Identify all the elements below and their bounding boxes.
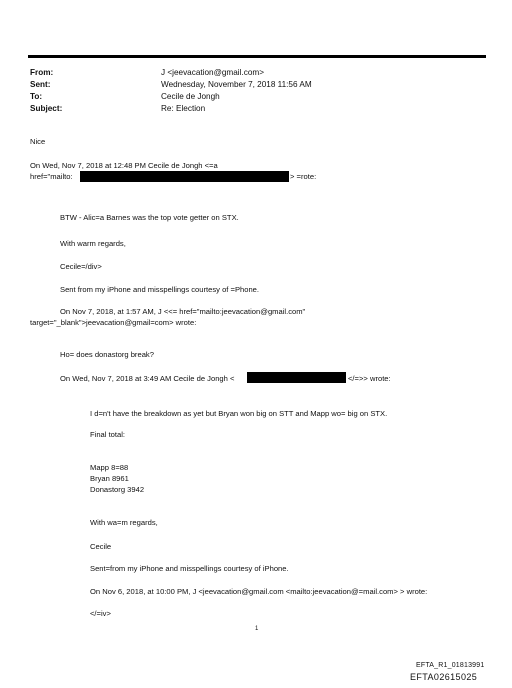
redaction-bar	[80, 171, 289, 182]
body-line: Donastorg 3942	[90, 485, 145, 494]
body-line: </=>> wrote:	[348, 374, 391, 383]
body-line: On Wed, Nov 7, 2018 at 3:49 AM Cecile de Jongh <	[60, 374, 235, 383]
from-value: J <jeevacation@gmail.com>	[161, 68, 264, 77]
body-line: On Wed, Nov 7, 2018 at 12:48 PM Cecile de Jongh <=a	[30, 161, 218, 170]
to-label: To:	[30, 92, 43, 101]
subject-value: Re: Election	[161, 104, 206, 113]
from-label: From:	[30, 68, 54, 77]
body-line: I d=n't have the breakdown as yet but Bryan won big on STT and Mapp wo= big on STX.	[90, 409, 388, 418]
to-value: Cecile de Jongh	[161, 92, 220, 101]
body-line: Sent=from my iPhone and misspellings courtesy of iPhone.	[90, 564, 289, 573]
body-line: Cecile	[90, 542, 112, 551]
sent-value: Wednesday, November 7, 2018 11:56 AM	[161, 80, 312, 89]
subject-label: Subject:	[30, 104, 63, 113]
body-line: Nice	[30, 137, 46, 146]
body-line: On Nov 6, 2018, at 10:00 PM, J <jeevacation@gmail.com <mailto:jeevacation@=mail.com> > wrote:	[90, 587, 428, 596]
body-line: </=iv>	[90, 609, 111, 618]
body-line: Mapp 8=88	[90, 463, 129, 472]
body-line: With warm regards,	[60, 239, 126, 248]
body-line: target="_blank">jeevacation@gmail=com> wrote:	[30, 318, 197, 327]
body-line: Cecile=/div>	[60, 262, 102, 271]
footer-bates-number: EFTA02615025	[410, 672, 478, 682]
body-line: href="mailto:	[30, 172, 73, 181]
sent-label: Sent:	[30, 80, 51, 89]
body-line: Final total:	[90, 430, 126, 439]
header-rule	[28, 55, 486, 58]
body-line: Bryan 8961	[90, 474, 129, 483]
body-line: Ho= does donastorg break?	[60, 350, 154, 359]
body-line: Sent from my iPhone and misspellings courtesy of =Phone.	[60, 285, 260, 294]
page-number: 1	[255, 626, 259, 632]
body-line: BTW - Alic=a Barnes was the top vote getter on STX.	[60, 213, 239, 222]
body-line: On Nov 7, 2018, at 1:57 AM, J <<= href="mailto:jeevacation@gmail.com"	[60, 307, 306, 316]
body-line: With wa=m regards,	[90, 518, 158, 527]
body-line: > =rote:	[290, 172, 317, 181]
footer-ref: EFTA_R1_01813991	[416, 662, 485, 669]
redaction-bar	[247, 372, 346, 383]
